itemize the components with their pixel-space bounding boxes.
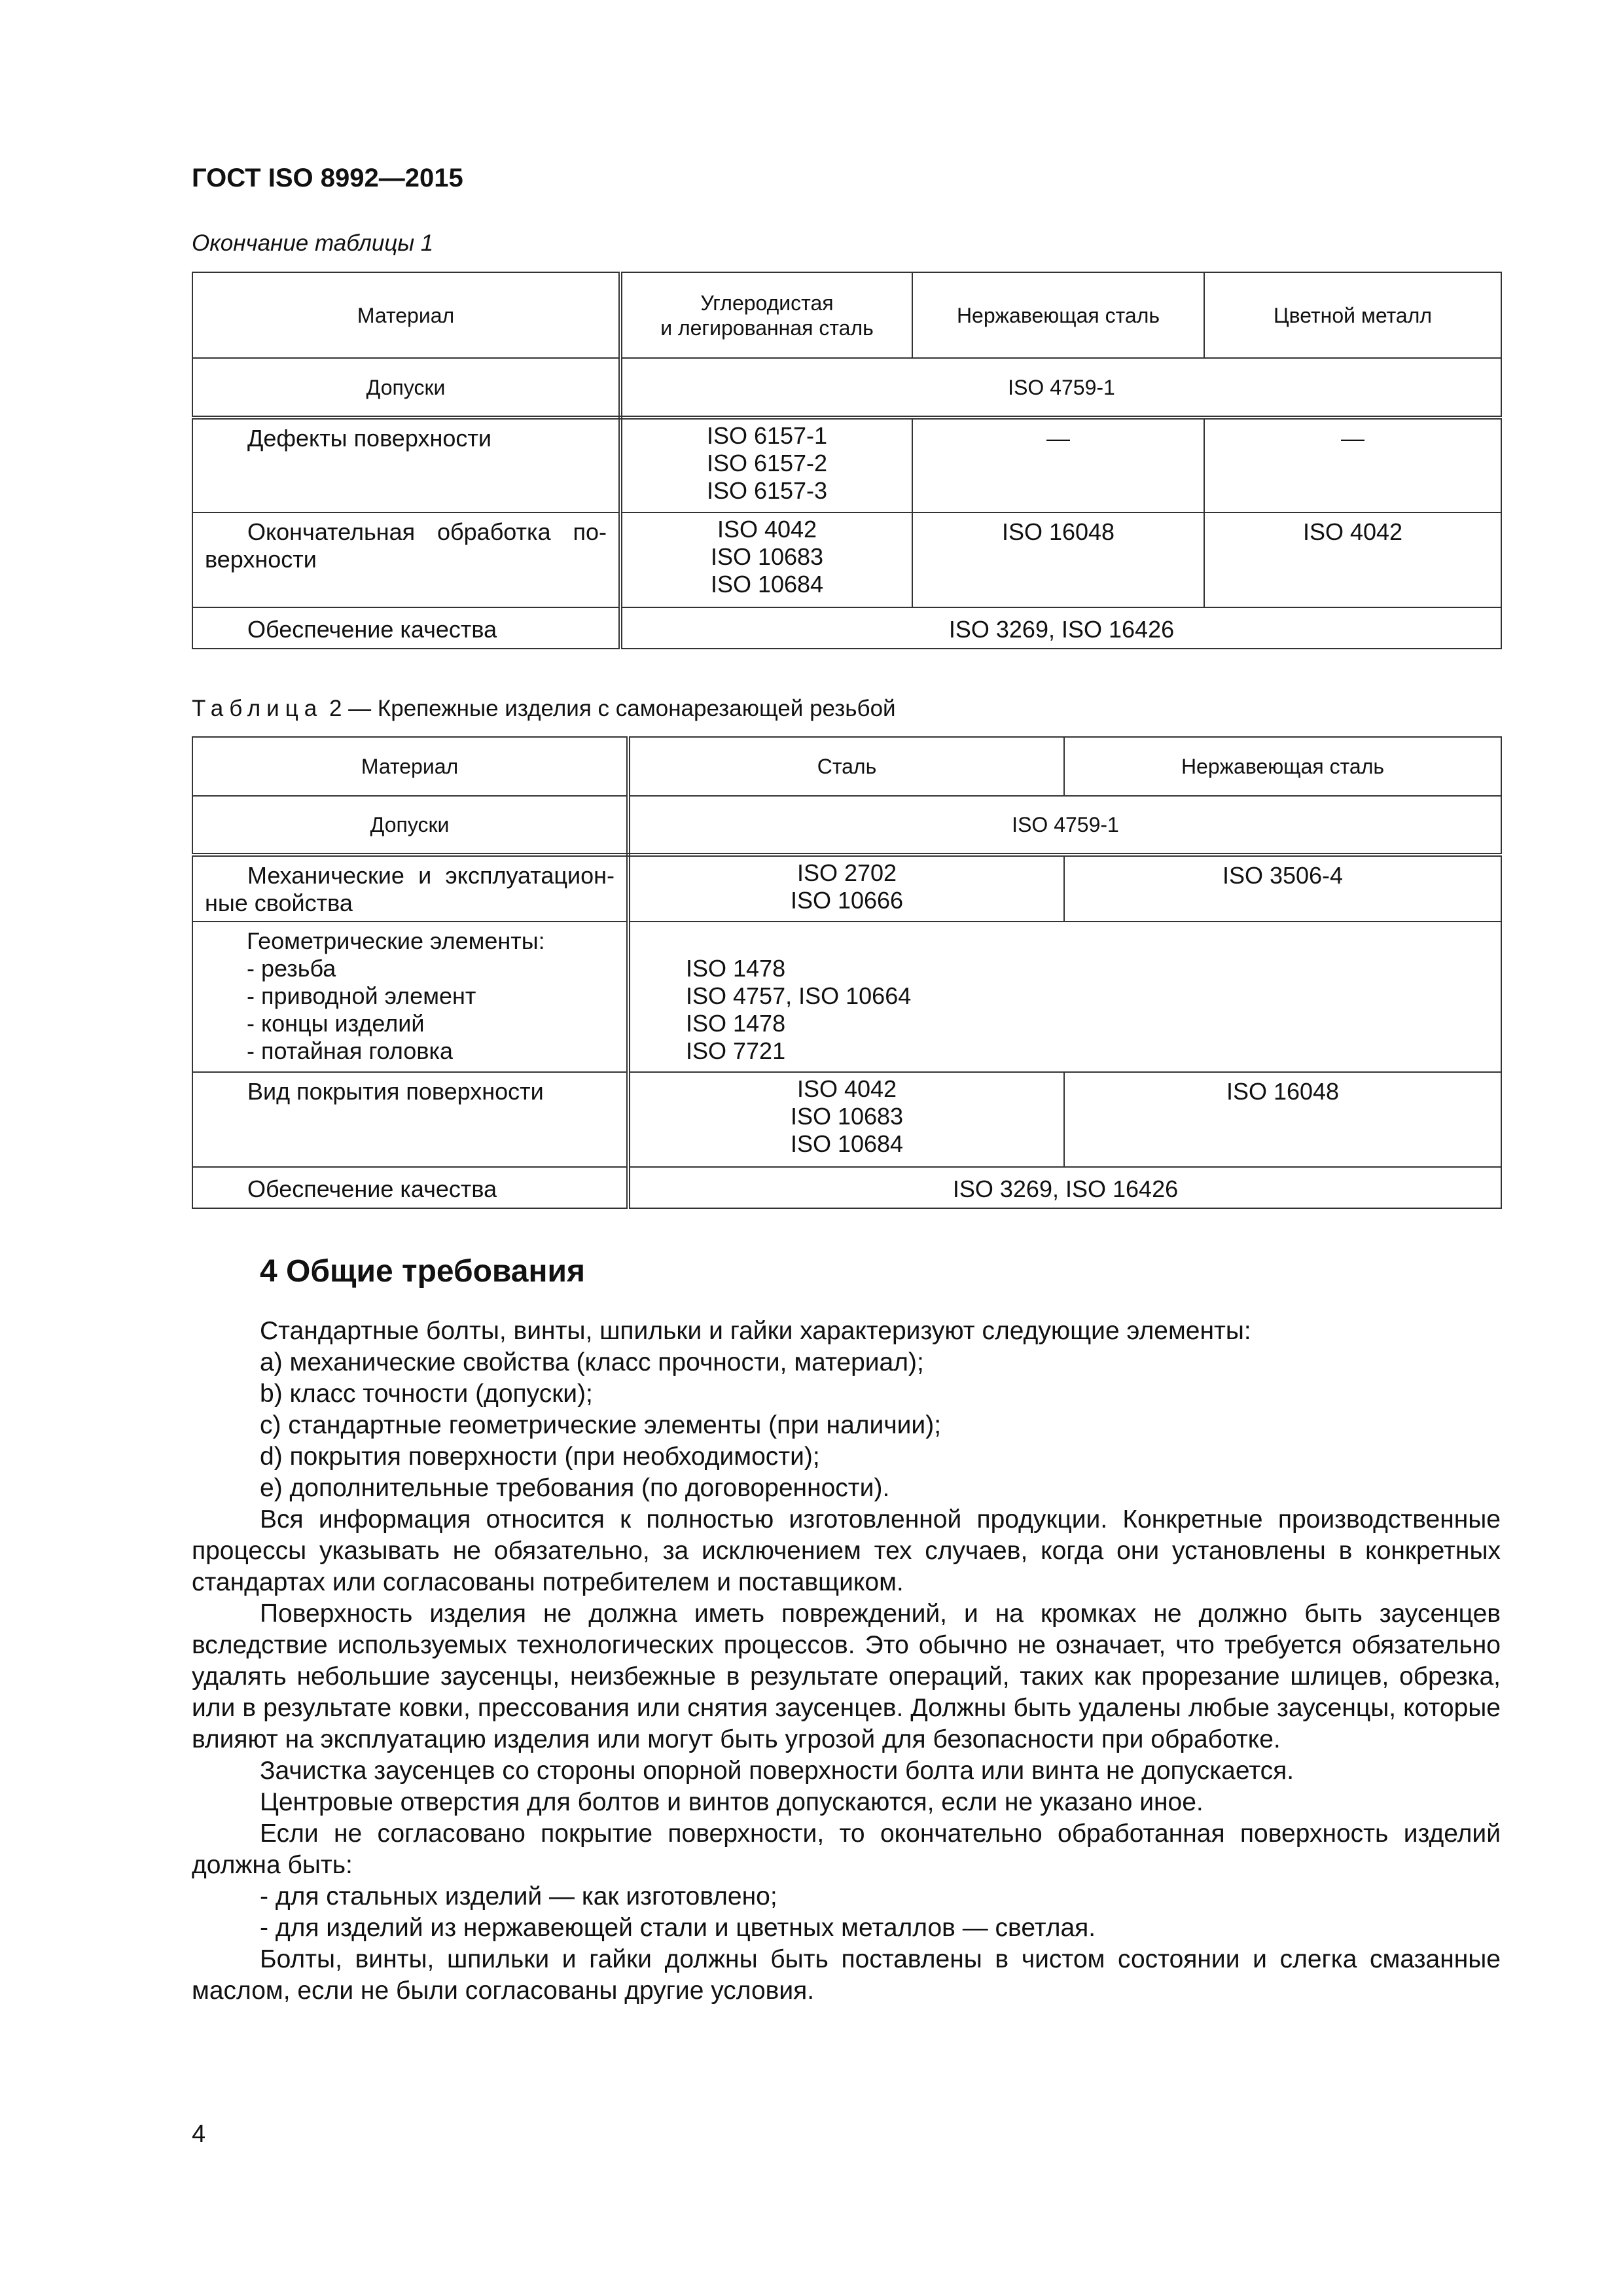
paragraph: Центровые отверстия для болтов и винтов допускаются, если не указано иное.: [260, 1788, 1204, 1816]
list-item: c) стандартные геометрические элементы (при наличии);: [260, 1411, 942, 1439]
table2-coating-label: Вид покрытия поверхности: [192, 1072, 628, 1167]
table2-header-stainless: Нержавеющая сталь: [1064, 737, 1501, 796]
table-2: [192, 736, 1502, 1209]
geo-heading: Геометрические элементы:: [247, 927, 545, 954]
table2-header-steel: Сталь: [628, 737, 1064, 796]
paragraph: Болты, винты, шпильки и гайки должны быть поставлены в чистом состоянии и слегка смазанные маслом, если не были согласованы другие условия.: [192, 1945, 1501, 2005]
list-item: a) механические свойства (класс прочности, материал);: [260, 1348, 924, 1376]
table1-row-label: Дефекты поверхности: [192, 418, 620, 512]
table-row: [192, 1167, 1501, 1208]
table2-caption: Таблица 2 — Крепежные изделия с самонарезающей резьбой: [192, 696, 896, 721]
table1-cell-nonferrous: ISO 4042: [1204, 512, 1501, 607]
table2-coating-stainless: ISO 16048: [1064, 1072, 1501, 1167]
table1-cell-nonferrous: —: [1204, 418, 1501, 512]
table2-mech-steel: ISO 2702 ISO 10666: [628, 855, 1064, 922]
table1-cell-stainless: ISO 16048: [912, 512, 1204, 607]
list-item: d) покрытия поверхности (при необходимости);: [260, 1443, 820, 1471]
list-item: ISO 4757, ISO 10664: [686, 982, 912, 1009]
document-code: ГОСТ ISO 8992—2015: [192, 164, 463, 192]
table2-tolerances-label: Допуски: [192, 796, 628, 855]
table-row: [192, 1072, 1501, 1167]
paragraph: - для стальных изделий — как изготовлено;: [260, 1882, 777, 1910]
table1-cell-carbon: ISO 6157-1 ISO 6157-2 ISO 6157-3: [620, 418, 912, 512]
table-row: [192, 418, 1501, 512]
table2-geo-values: [628, 922, 1501, 1072]
table1-header-nonferrous: Цветной металл: [1204, 272, 1501, 358]
table2-header-material: Материал: [192, 737, 628, 796]
table2-mech-stainless: ISO 3506-4: [1064, 855, 1501, 922]
list-item: ISO 7721: [686, 1037, 786, 1064]
table2-quality-label: Обеспечение качества: [192, 1167, 628, 1208]
table1-header-stainless: Нержавеющая сталь: [912, 272, 1204, 358]
list-item: - концы изделий: [247, 1010, 425, 1037]
table-1: [192, 272, 1502, 649]
section-body: [192, 1316, 1501, 2007]
list-item: b) класс точности (допуски);: [260, 1380, 593, 1408]
table-row: [192, 796, 1501, 855]
table-row: [192, 607, 1501, 649]
table-row: [192, 922, 1501, 1072]
list-item: - резьба: [247, 955, 336, 982]
paragraph: - для изделий из нержавеющей стали и цветных металлов — светлая.: [260, 1914, 1096, 1942]
table1-tolerances-value: ISO 4759-1: [620, 358, 1501, 418]
paragraph: Зачистка заусенцев со стороны опорной поверхности болта или винта не допускается.: [260, 1757, 1294, 1785]
list-item: ISO 1478: [686, 1010, 786, 1037]
list-item: ISO 1478: [686, 955, 786, 982]
page-number: 4: [192, 2121, 206, 2148]
paragraph: Поверхность изделия не должна иметь повреждений, и на кромках не должно быть заусенцев вследствие используемых технологических процессов. Это обычно не означает, что требуется обязательно удалять небольшие заусенцы, неизбежные в результате операций, таких как прорезание шлицев, обрезка, или в результате ковки, прессования или снятия заусенцев. Должны быть удалены любые заусенцы, которые влияют на эксплуатацию изделия или могут быть угрозой для безопасности при обработке.: [192, 1600, 1501, 1753]
table2-mech-label: Механические и эксплуатацион-ные свойства: [192, 855, 628, 922]
table-row: [192, 272, 1501, 358]
list-item: e) дополнительные требования (по договоренности).: [260, 1474, 890, 1502]
section-title: 4 Общие требования: [260, 1254, 585, 1289]
table1-quality-label: Обеспечение качества: [192, 607, 620, 649]
table-row: [192, 737, 1501, 796]
paragraph: Вся информация относится к полностью изготовленной продукции. Конкретные производственные процессы указывать не обязательно, за исключением тех случаев, когда они установлены в конкретных стандартах или согласованы потребителем и поставщиком.: [192, 1505, 1501, 1596]
list-item: - приводной элемент: [247, 982, 476, 1009]
table2-tolerances-value: ISO 4759-1: [628, 796, 1501, 855]
table-row: [192, 855, 1501, 922]
list-item: - потайная головка: [247, 1037, 454, 1064]
table-row: [192, 512, 1501, 607]
table1-row-label: Окончательная обработка по-верхности: [192, 512, 620, 607]
table1-cell-carbon: ISO 4042 ISO 10683 ISO 10684: [620, 512, 912, 607]
paragraph: Если не согласовано покрытие поверхности, то окончательно обработанная поверхность изделий должна быть:: [192, 1820, 1501, 1879]
table1-header-carbon: Углеродистая и легированная сталь: [620, 272, 912, 358]
table1-cell-stainless: —: [912, 418, 1204, 512]
table2-coating-steel: ISO 4042 ISO 10683 ISO 10684: [628, 1072, 1064, 1167]
table1-header-material: Материал: [192, 272, 620, 358]
paragraph: Стандартные болты, винты, шпильки и гайки характеризуют следующие элементы:: [260, 1317, 1251, 1345]
table-row: [192, 358, 1501, 418]
table2-geo-label: [192, 922, 628, 1072]
table1-quality-value: ISO 3269, ISO 16426: [620, 607, 1501, 649]
table1-caption: Окончание таблицы 1: [192, 230, 434, 256]
table2-quality-value: ISO 3269, ISO 16426: [628, 1167, 1501, 1208]
table1-tolerances-label: Допуски: [192, 358, 620, 418]
